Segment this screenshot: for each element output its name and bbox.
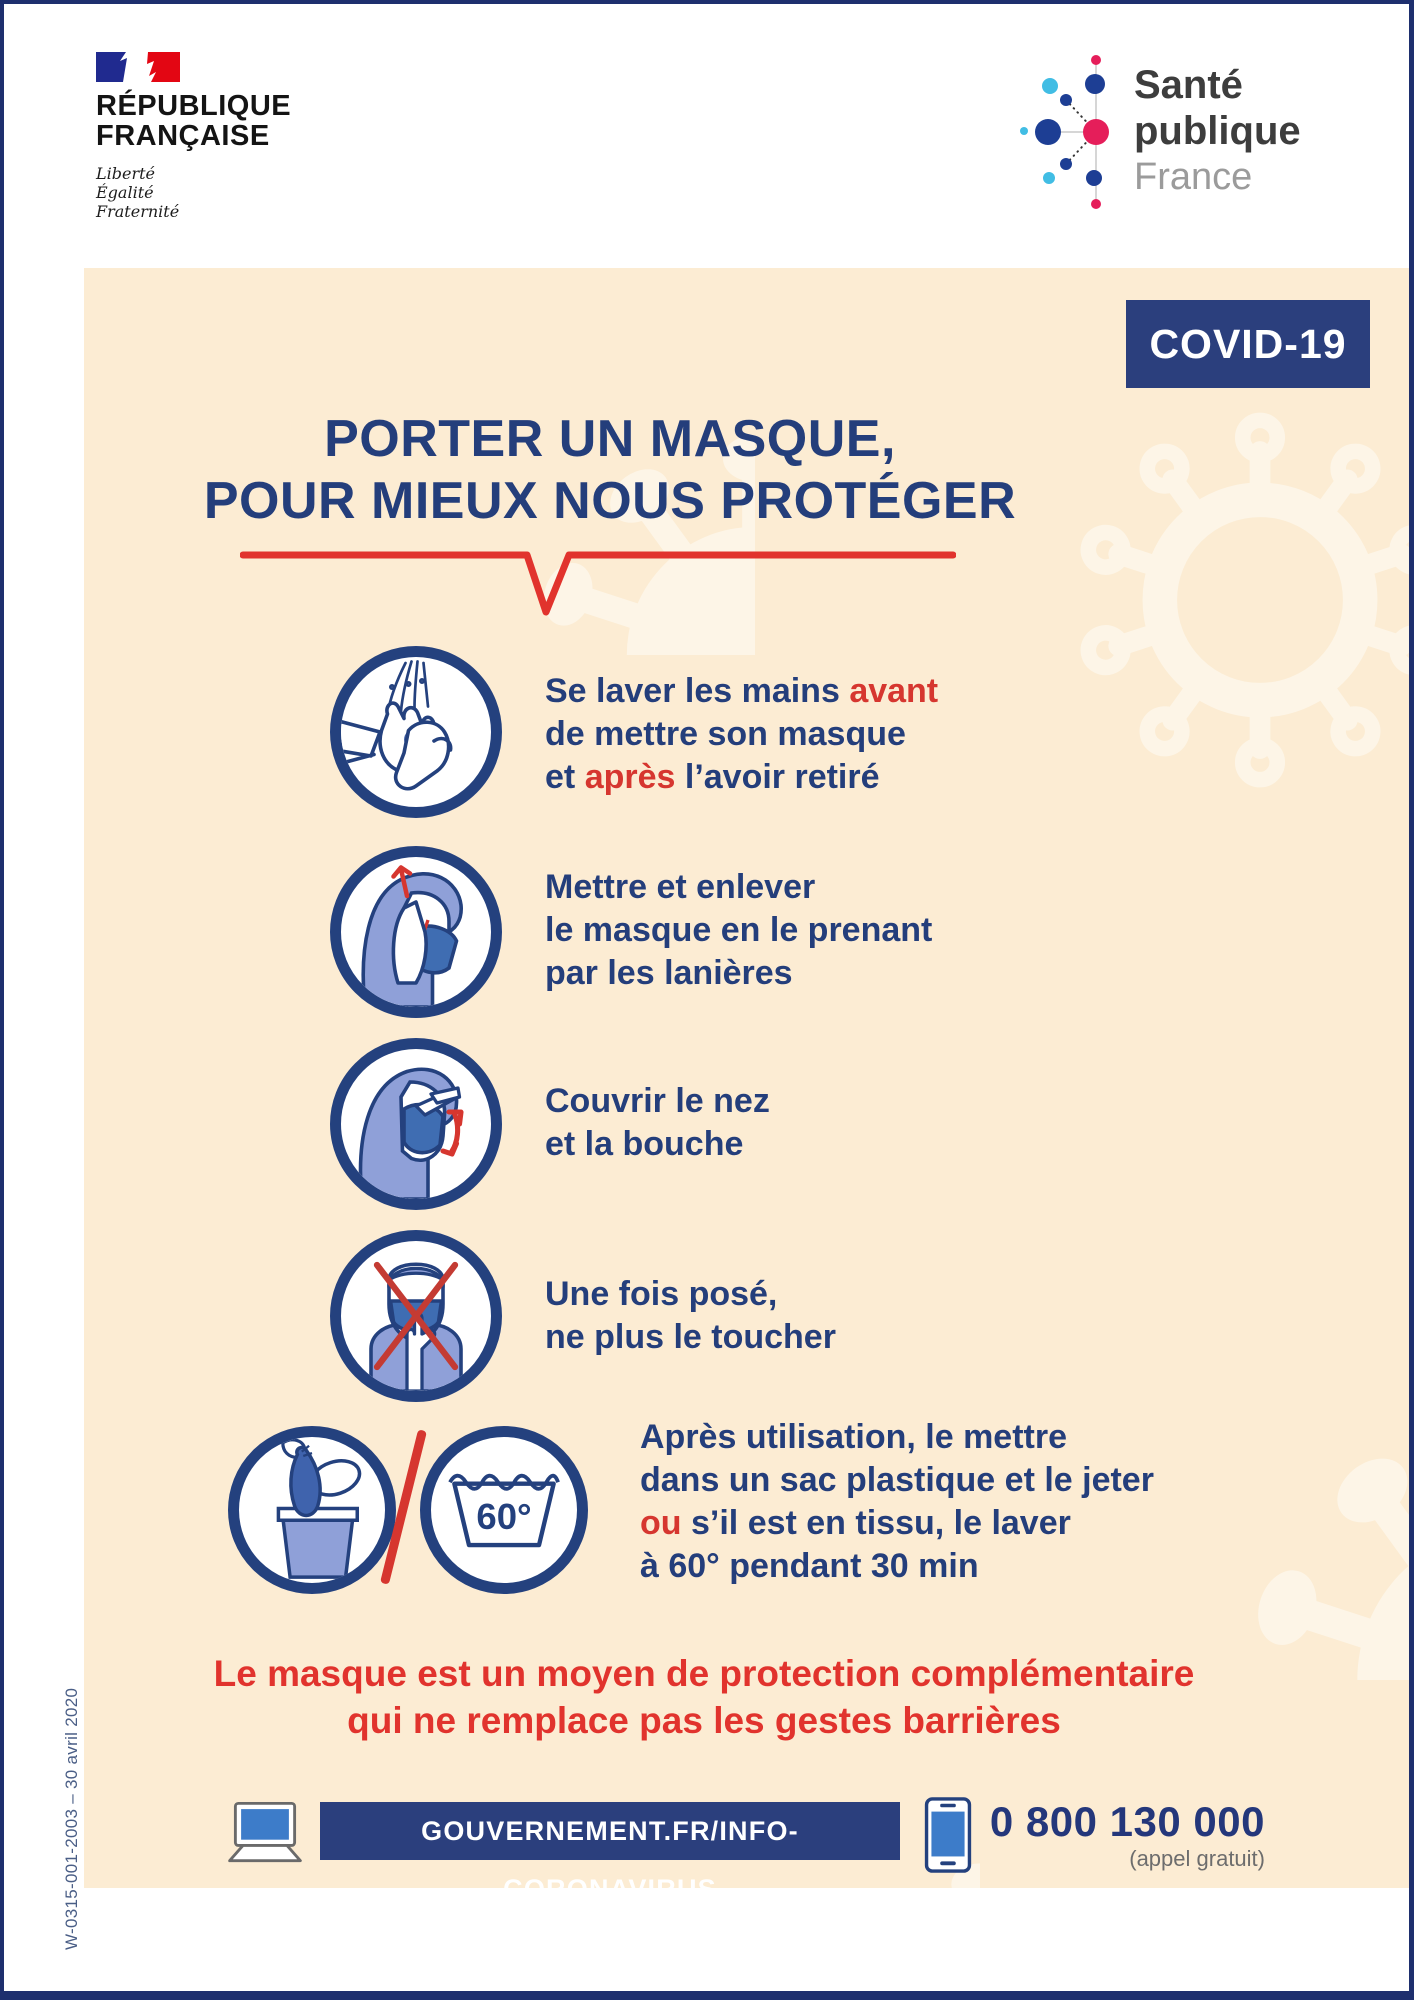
cover-nose-mouth-icon [330, 1038, 502, 1210]
mask-straps-icon [330, 846, 502, 1018]
wash-temperature-label: 60° [476, 1495, 532, 1537]
step-line: de mettre son masque [545, 715, 906, 753]
covid19-badge: COVID-19 [1126, 300, 1370, 388]
republique-francaise-logo [96, 52, 291, 221]
step-line: Une fois posé, [545, 1275, 778, 1313]
step-line: par les lanières [545, 954, 793, 992]
rf-motto: Liberté Égalité Fraternité [96, 164, 180, 221]
rf-line1: RÉPUBLIQUE [96, 90, 292, 122]
step-line: Après utilisation, le mettre [640, 1418, 1067, 1456]
government-website-banner: GOUVERNEMENT.FR/INFO-CORONAVIRUS [320, 1802, 900, 1860]
spf-wordmark: Santé publique France [1134, 63, 1301, 198]
hotline-number: 0 800 130 000 [989, 1798, 1265, 1845]
step-line: et la bouche [545, 1125, 744, 1163]
warning-line1: Le masque est un moyen de protection complémentaire [213, 1653, 1195, 1694]
washing-hands-icon [330, 646, 502, 818]
step-line: Couvrir le nez [545, 1082, 770, 1120]
step4-text [545, 1273, 836, 1359]
speech-callout-line [240, 550, 956, 622]
step2-text [545, 866, 932, 995]
no-touch-mask-icon [330, 1230, 502, 1402]
virus-outline-watermark [1070, 410, 1414, 790]
step-line: ou s’il est en tissu, le laver [640, 1504, 1071, 1542]
step-line: Mettre et enlever [545, 868, 816, 906]
smartphone-icon [923, 1796, 973, 1874]
step-line: le masque en le prenant [545, 911, 933, 949]
step-line: Se laver les mains avant [545, 672, 939, 710]
step-line: ne plus le toucher [545, 1318, 836, 1356]
rf-line2: FRANÇAISE [96, 120, 270, 152]
wash-60-icon [420, 1426, 588, 1594]
virus-watermark [950, 1120, 1414, 1680]
step5-text [640, 1416, 1154, 1588]
title-line2: POUR MIEUX NOUS PROTÉGER [203, 472, 1017, 530]
step-line: et après l’avoir retiré [545, 758, 880, 796]
laptop-icon [222, 1799, 308, 1867]
warning-line2: qui ne remplace pas les gestes barrières [347, 1700, 1061, 1741]
hotline-note: (appel gratuit) [1129, 1846, 1265, 1871]
title-line1: PORTER UN MASQUE, [324, 410, 896, 468]
spf-network-icon [1012, 50, 1116, 214]
reference-code: W-0315-001-2003 – 30 avril 2020 [62, 1687, 81, 1950]
poster-title [120, 408, 1100, 532]
step-line: dans un sac plastique et le jeter [640, 1461, 1154, 1499]
sante-publique-france-logo [1012, 50, 1301, 214]
hotline-block [975, 1800, 1265, 1872]
rf-wordmark [96, 91, 291, 151]
step3-text [545, 1080, 770, 1166]
step-line: à 60° pendant 30 min [640, 1547, 979, 1585]
step1-text [545, 670, 938, 799]
complementary-warning [84, 1650, 1324, 1744]
dispose-bag-icon [228, 1426, 396, 1594]
french-flag-icon [96, 52, 180, 82]
